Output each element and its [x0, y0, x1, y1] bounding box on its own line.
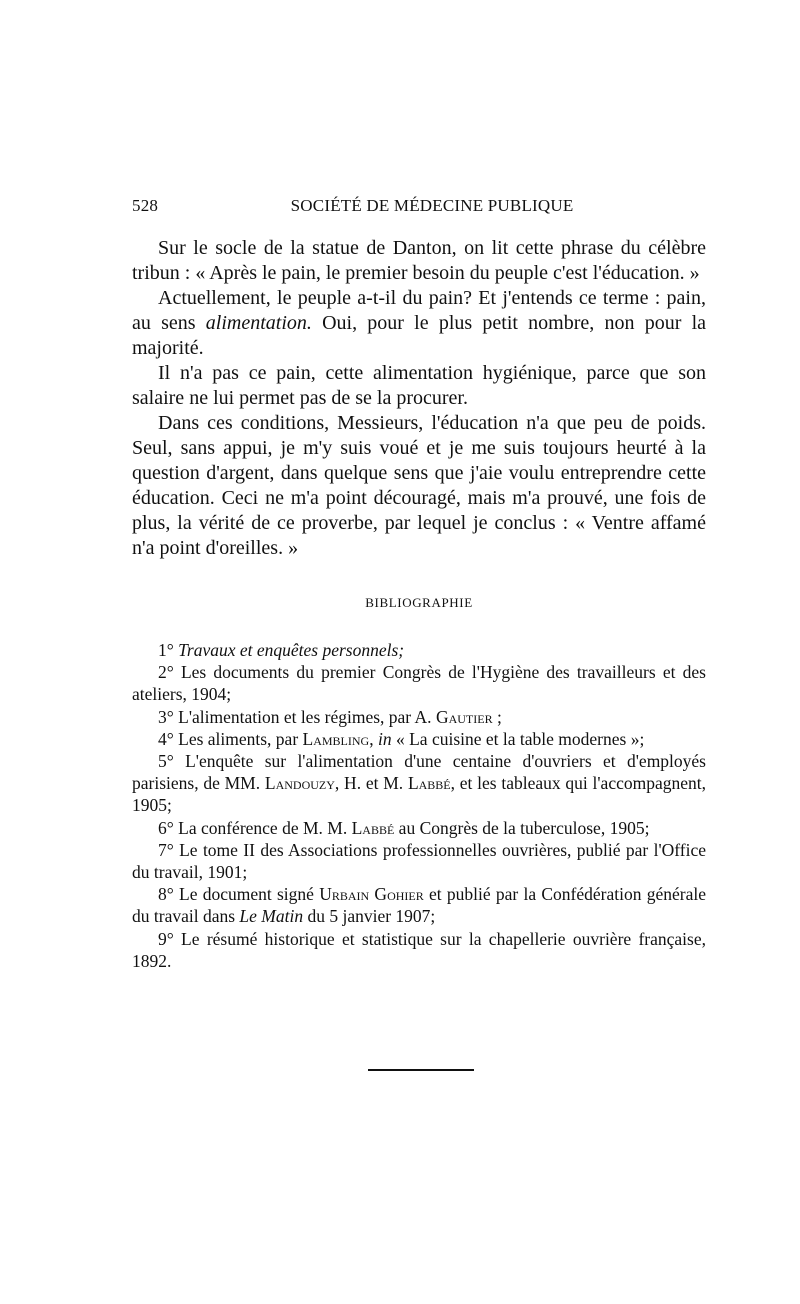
closing-rule	[368, 1069, 474, 1071]
page-header	[132, 196, 706, 224]
body-text	[132, 236, 706, 561]
paragraph: Actuellement, le peuple a-t-il du pain? Et j'entends ce terme : pain, au sens alimentation. Oui, pour le plus petit nombre, non pour la majorité.	[132, 287, 706, 359]
bibliography-item: 1° Travaux et enquêtes personnels;	[158, 640, 405, 660]
book-page	[132, 196, 706, 972]
bibliography-item: 5° L'enquête sur l'alimentation d'une centaine d'ouvriers et d'employés parisiens, de MM. Landouzy, H. et M. Labbé, et les tableaux qui l'accompagnent, 1905;	[132, 751, 706, 816]
bibliography-item: 6° La conférence de M. M. Labbé au Congrès de la tuberculose, 1905;	[158, 817, 650, 838]
bibliography-item: 2° Les documents du premier Congrès de l'Hygiène des travailleurs et des ateliers, 1904;	[132, 662, 706, 705]
page-number: 528	[132, 196, 159, 215]
bibliography-heading: BIBLIOGRAPHIE	[365, 595, 473, 610]
bibliography-item: 8° Le document signé Urbain Gohier et publié par la Confédération générale du travail dans Le Matin du 5 janvier 1907;	[132, 884, 707, 927]
bibliography-list	[132, 639, 706, 972]
paragraph: Il n'a pas ce pain, cette alimentation hygiénique, parce que son salaire ne lui permet pas de se la procurer.	[132, 362, 706, 409]
bibliography-item: 7° Le tome II des Associations professionnelles ouvrières, publié par l'Office du travail, 1901;	[132, 839, 706, 883]
bibliography-item: 3° L'alimentation et les régimes, par A. Gautier ;	[158, 706, 502, 727]
running-title: SOCIÉTÉ DE MÉDECINE PUBLIQUE	[290, 196, 574, 215]
bibliography-item: 4° Les aliments, par Lambling, in « La cuisine et la table modernes »;	[158, 728, 645, 749]
paragraph: Dans ces conditions, Messieurs, l'éducation n'a que peu de poids. Seul, sans appui, je m'y suis voué et je me suis toujours heurté à la question d'argent, dans quelque sens que j'aie voulu entreprendre cette éducation. Ceci ne m'a point découragé, mais m'a prouvé, une fois de plus, la vérité de ce proverbe, par lequel je conclus : « Ventre affamé n'a point d'oreilles. »	[132, 412, 706, 559]
bibliography-item: 9° Le résumé historique et statistique sur la chapellerie ouvrière française, 1892.	[132, 928, 706, 971]
paragraph: Sur le socle de la statue de Danton, on lit cette phrase du célèbre tribun : « Après le pain, le premier besoin du peuple c'est l'éducation. »	[132, 237, 706, 284]
